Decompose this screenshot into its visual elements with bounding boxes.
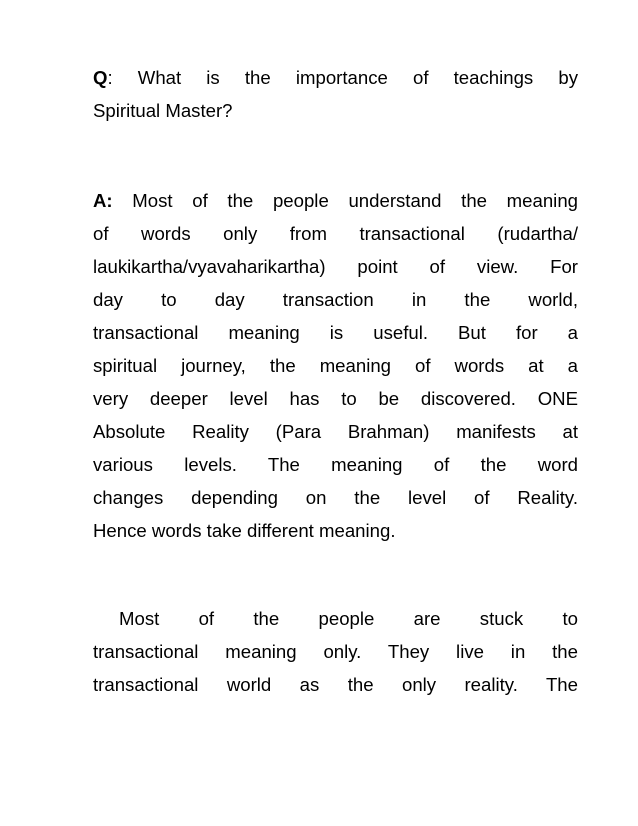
answer-line-8: Absolute Reality (Para Brahman) manifests at [93,421,578,442]
question-label: Q [93,67,108,88]
paragraph-spacer [93,547,578,602]
question-line-2: Spiritual Master? [93,100,233,121]
answer-label: A: [93,190,113,211]
answer-line-10: changes depending on the level of Reality. [93,487,578,508]
question-text-1: : What is the importance of teachings by [107,67,578,88]
answer-paragraph [93,184,578,547]
answer-line-7: very deeper level has to be discovered. ONE [93,388,578,409]
body-line-1: Most of the people are stuck to [119,608,578,629]
document-page [93,61,578,701]
answer-line-5: transactional meaning is useful. But for a [93,322,578,343]
answer-line-11: Hence words take different meaning. [93,520,396,541]
answer-line-3: laukikartha/vyavaharikartha) point of view. For [93,256,578,277]
paragraph-spacer [93,127,578,184]
question-line-1 [93,61,578,94]
answer-line-4: day to day transaction in the world, [93,289,578,310]
body-paragraph [93,602,578,701]
answer-line-9: various levels. The meaning of the word [93,454,578,475]
answer-line-6: spiritual journey, the meaning of words at a [93,355,578,376]
body-line-2: transactional meaning only. They live in the [93,641,578,662]
body-line-3: transactional world as the only reality. The [93,674,578,695]
answer-text-1: Most of the people understand the meaning [112,190,578,211]
answer-line-2: of words only from transactional (rudartha/ [93,223,578,244]
question-paragraph [93,61,578,127]
answer-line-1 [93,184,578,217]
